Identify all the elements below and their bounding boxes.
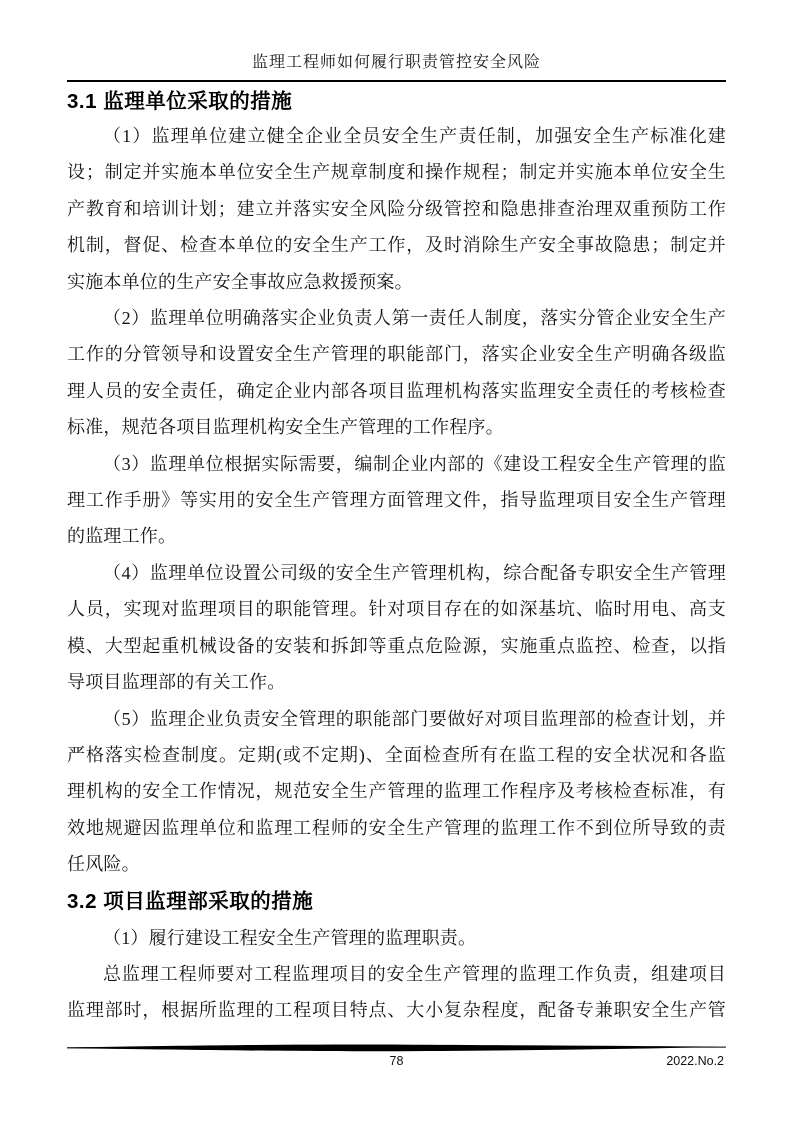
text-line: 理机构的安全工作情况，规范安全生产管理的监理工作程序及考核检查标准，有 [67, 781, 726, 802]
footer-divider-line [67, 1044, 726, 1052]
text-line: （3）监理单位根据实际需要，编制企业内部的《建设工程安全生产管理的监 [103, 453, 726, 474]
text-line: 导项目监理部的有关工作。 [67, 672, 286, 693]
issue-number: 2022.No.2 [666, 1054, 724, 1068]
header-rule [67, 80, 726, 82]
text-line: 的监理工作。 [67, 526, 177, 547]
paragraph [67, 446, 726, 555]
text-line: 机制，督促、检查本单位的安全生产工作，及时消除生产安全事故隐患；制定并 [67, 235, 726, 256]
section-3-1-heading: 3.1 监理单位采取的措施 [67, 90, 293, 113]
text-line: （1）监理单位建立健全企业全员安全生产责任制，加强安全生产标准化建 [103, 126, 726, 146]
text-line: 设；制定并实施本单位安全生产规章制度和操作规程；制定并实施本单位安全生 [67, 162, 726, 183]
text-line: 理人员的安全责任，确定企业内部各项目监理机构落实监理安全责任的考核检查 [67, 380, 726, 401]
paragraph [67, 300, 726, 446]
text-line: 实施本单位的生产安全事故应急救援预案。 [67, 271, 413, 292]
text-line: （5）监理企业负责安全管理的职能部门要做好对项目监理部的检查计划，并 [103, 708, 726, 729]
section-3-2-heading: 3.2 项目监理部采取的措施 [67, 889, 314, 913]
text-line: 工作的分管领导和设置安全生产管理的职能部门，落实企业安全生产明确各级监 [67, 344, 726, 365]
paragraph [67, 956, 726, 1029]
text-line: （2）监理单位明确落实企业负责人第一责任人制度，落实分管企业安全生产 [103, 308, 726, 329]
paragraph [67, 920, 726, 956]
page-number: 78 [389, 1054, 404, 1068]
text-line: 理工作手册》等实用的安全生产管理方面管理文件，指导监理项目安全生产管理 [67, 490, 726, 511]
text-line: 严格落实检查制度。定期(或不定期)、全面检查所有在监工程的安全状况和各监 [67, 744, 726, 765]
text-line: 人员，实现对监理项目的职能管理。针对项目存在的如深基坑、临时用电、高支 [67, 599, 726, 620]
paragraph [67, 701, 726, 883]
running-header-title: 监理工程师如何履行职责管控安全风险 [251, 54, 541, 71]
text-line: 总监理工程师要对工程监理项目的安全生产管理的监理工作负责，组建项目 [103, 963, 726, 984]
text-line: （4）监理单位设置公司级的安全生产管理机构，综合配备专职安全生产管理 [103, 562, 726, 583]
text-line: 任风险。 [67, 854, 140, 875]
text-line: 监理部时，根据所监理的工程项目特点、大小复杂程度，配备专兼职安全生产管 [67, 1000, 726, 1021]
running-header [67, 0, 726, 82]
text-line: 效地规避因监理单位和监理工程师的安全生产管理的监理工作不到位所导致的责 [67, 817, 726, 838]
text-line: 产教育和培训计划；建立并落实安全风险分级管控和隐患排查治理双重预防工作 [67, 198, 726, 219]
section-3-1 [67, 85, 726, 883]
section-3-2 [67, 883, 726, 1029]
text-line: 标准，规范各项目监理机构安全生产管理的工作程序。 [67, 417, 504, 438]
footer-row [67, 1053, 726, 1069]
paragraph [67, 555, 726, 701]
page-footer [67, 1044, 726, 1069]
text-line: 模、大型起重机械设备的安装和拆卸等重点危险源，实施重点监控、检查，以指 [67, 635, 726, 656]
paragraph [67, 118, 726, 300]
text-line: （1）履行建设工程安全生产管理的监理职责。 [103, 927, 477, 948]
